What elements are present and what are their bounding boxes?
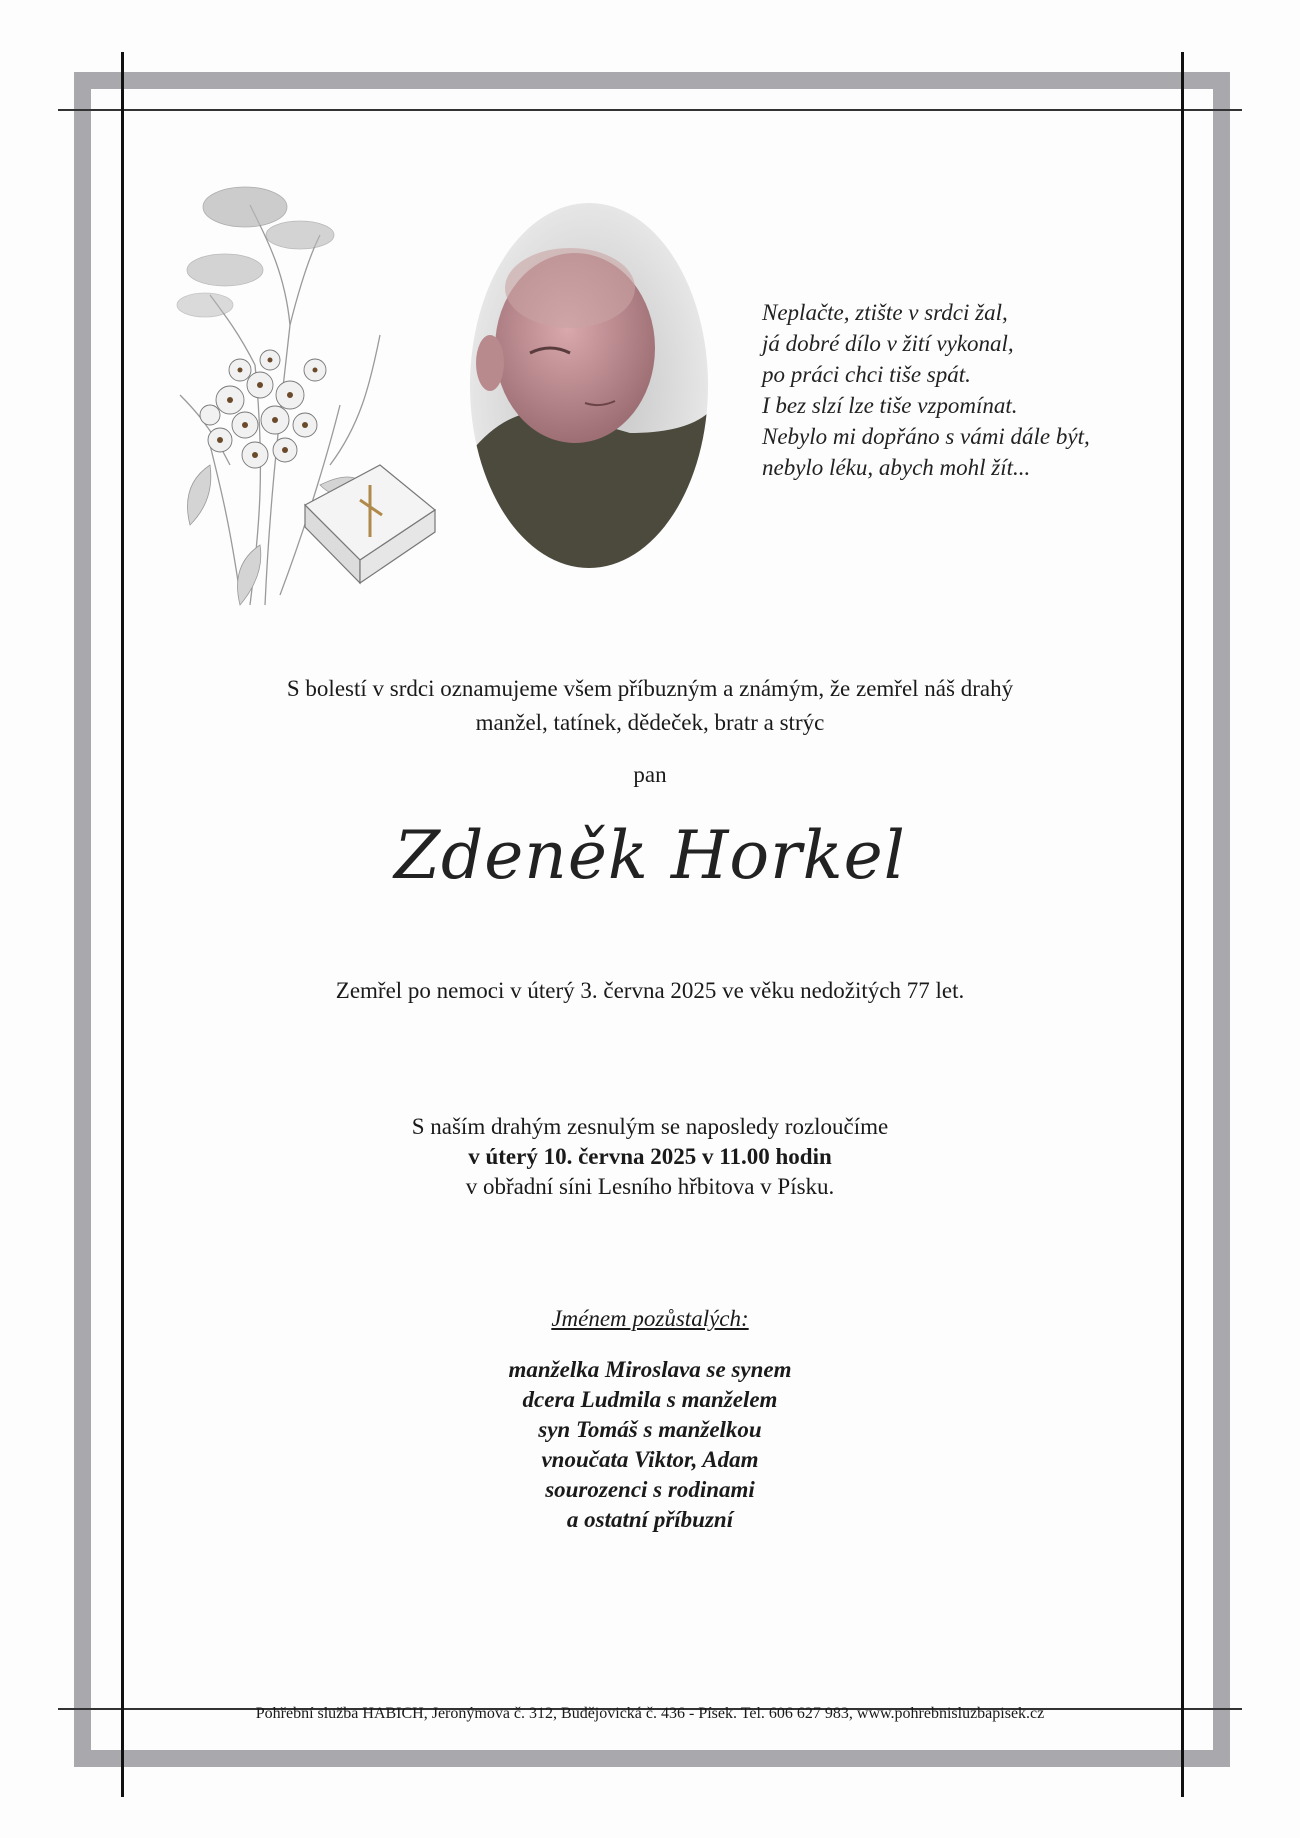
mourner-line: syn Tomáš s manželkou [538,1417,762,1442]
announcement-line: S bolestí v srdci oznamujeme všem příbuzným a známým, že zemřel náš drahý [286,676,1014,701]
verse-line: nebylo léku, abych mohl žít... [762,455,1031,480]
announcement [120,672,1180,740]
mourner-line: sourozenci s rodinami [545,1477,755,1502]
mourners-list [120,1355,1180,1535]
deceased-name: Zdeněk Horkel [394,817,906,894]
funeral-line: S naším drahým zesnulým se naposledy rozloučíme [411,1114,889,1139]
announcement-line: manžel, tatínek, dědeček, bratr a strýc [475,710,825,735]
mourner-line: dcera Ludmila s manželem [522,1387,778,1412]
verse-line: já dobré dílo v žití vykonal, [762,331,1014,356]
verse-line: Nebylo mi dopřáno s vámi dále být, [762,424,1090,449]
top-rule [58,109,1242,111]
funeral-location: v obřadní síni Lesního hřbitova v Písku. [465,1174,835,1199]
verse-line: po práci chci tiše spát. [762,362,971,387]
funeral-info [120,1112,1180,1202]
mourner-line: a ostatní příbuzní [566,1507,734,1532]
mourner-line: vnoučata Viktor, Adam [541,1447,759,1472]
mourner-line: manželka Miroslava se synem [508,1357,792,1382]
behalf-label: Jménem pozůstalých: [551,1306,749,1331]
flowers-and-bible-icon [170,165,470,610]
memorial-verse [762,297,1090,483]
title-prefix: pan [633,762,667,787]
verse-line: Neplačte, ztište v srdci žal, [762,300,1008,325]
verse-line: I bez slzí lze tiše vzpomínat. [762,393,1018,418]
right-rule [1181,52,1184,1797]
death-info: Zemřel po nemoci v úterý 3. června 2025 ve věku nedožitých 77 let. [335,978,965,1003]
portrait-photo [470,203,708,568]
left-rule [121,52,124,1797]
footer-contact: Pohřební služba HABICH, Jeronýmova č. 312, Budějovická č. 436 - Písek. Tel. 606 627 983, www.pohrebnisluzbapisek.cz [255,1705,1045,1722]
funeral-datetime: v úterý 10. června 2025 v 11.00 hodin [468,1144,832,1169]
